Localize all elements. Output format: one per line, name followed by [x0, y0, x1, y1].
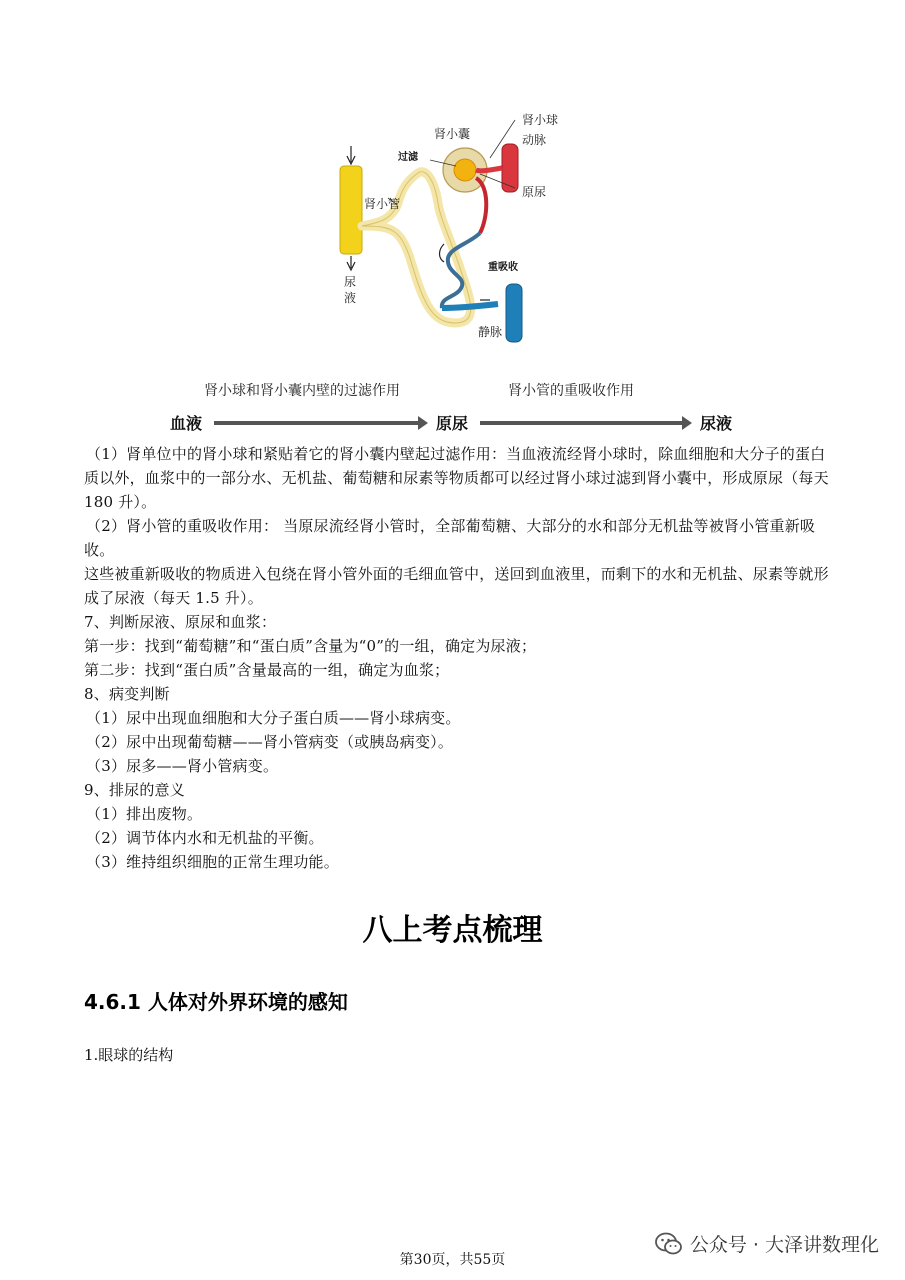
nephron-diagram	[330, 108, 590, 353]
label-urine-a: 尿	[344, 275, 357, 289]
glomerulus	[454, 159, 476, 181]
flow-blood: 血液	[170, 414, 203, 433]
heading-item: 9、排尿的意义	[84, 781, 185, 799]
label-vein: 静脉	[478, 325, 503, 339]
section-title: 八上考点梳理	[362, 913, 543, 948]
label-glomerulus: 肾小球	[522, 113, 559, 127]
label-capsule: 肾小囊	[434, 127, 471, 141]
label-filtration: 过滤	[398, 152, 418, 163]
afferent-arteriole	[476, 168, 502, 171]
list-item: （2）调节体内水和无机盐的平衡。	[86, 829, 324, 847]
flow-urine: 尿液	[700, 414, 733, 433]
paragraph: 第一步：找到“葡萄糖”和“蛋白质”含量为“0”的一组，确定为尿液；	[84, 637, 537, 655]
venule	[442, 304, 498, 308]
paragraph: （1）肾单位中的肾小球和紧贴着它的肾小囊内壁起过滤作用：当血液流经肾小球时，除血细胞和大分子的蛋白质以外，血浆中的一部分水、无机盐、葡萄糖和尿素等物质都可以经过肾小球过滤到肾小囊中，形成原尿（每天 180 升）。	[84, 445, 829, 511]
watermark-text: 公众号 · 大泽讲数理化	[689, 1234, 879, 1256]
nephron-illustration	[330, 108, 590, 353]
label-urine-b: 液	[344, 291, 357, 305]
flow-arrow-1	[214, 421, 420, 425]
label-primary-urine: 原尿	[522, 185, 547, 199]
flow-primary-urine: 原尿	[436, 414, 469, 433]
heading-item: 8、病变判断	[84, 685, 170, 703]
list-item: （3）尿多——肾小管病变。	[86, 757, 279, 775]
paragraph: （2）肾小管的重吸收作用： 当原尿流经肾小管时，全部葡萄糖、大部分的水和部分无机盐等被肾小管重新吸收。	[84, 517, 816, 559]
caption-reabsorption: 肾小管的重吸收作用	[508, 383, 634, 399]
page-footer: 第30页，共55页	[399, 1252, 506, 1268]
label-artery: 动脉	[522, 133, 547, 147]
eye-structure-heading: 1.眼球的结构	[84, 1046, 174, 1064]
label-tubule: 肾小管	[364, 197, 401, 211]
reabsorption-arrow	[440, 244, 445, 262]
list-item: （3）维持组织细胞的正常生理功能。	[86, 853, 339, 871]
list-item: （1）排出废物。	[86, 805, 203, 823]
collecting-duct	[340, 166, 362, 254]
body-text	[84, 442, 834, 874]
heading-item: 7、判断尿液、原尿和血浆：	[84, 613, 277, 631]
list-item: （1）尿中出现血细胞和大分子蛋白质——肾小球病变。	[86, 709, 461, 727]
vein	[506, 284, 522, 342]
paragraph: 第二步：找到“蛋白质”含量最高的一组，确定为血浆；	[84, 661, 450, 679]
flow-arrow-2	[480, 421, 684, 425]
caption-filtration: 肾小球和肾小囊内壁的过滤作用	[204, 383, 400, 399]
subsection-title: 4.6.1 人体对外界环境的感知	[84, 990, 348, 1014]
list-item: （2）尿中出现葡萄糖——肾小管病变（或胰岛病变）。	[86, 733, 454, 751]
paragraph: 这些被重新吸收的物质进入包绕在肾小管外面的毛细血管中，送回到血液里，而剩下的水和无机盐、尿素等就形成了尿液（每天 1.5 升）。	[84, 565, 829, 607]
artery	[502, 144, 518, 192]
label-reabsorption: 重吸收	[488, 262, 518, 273]
